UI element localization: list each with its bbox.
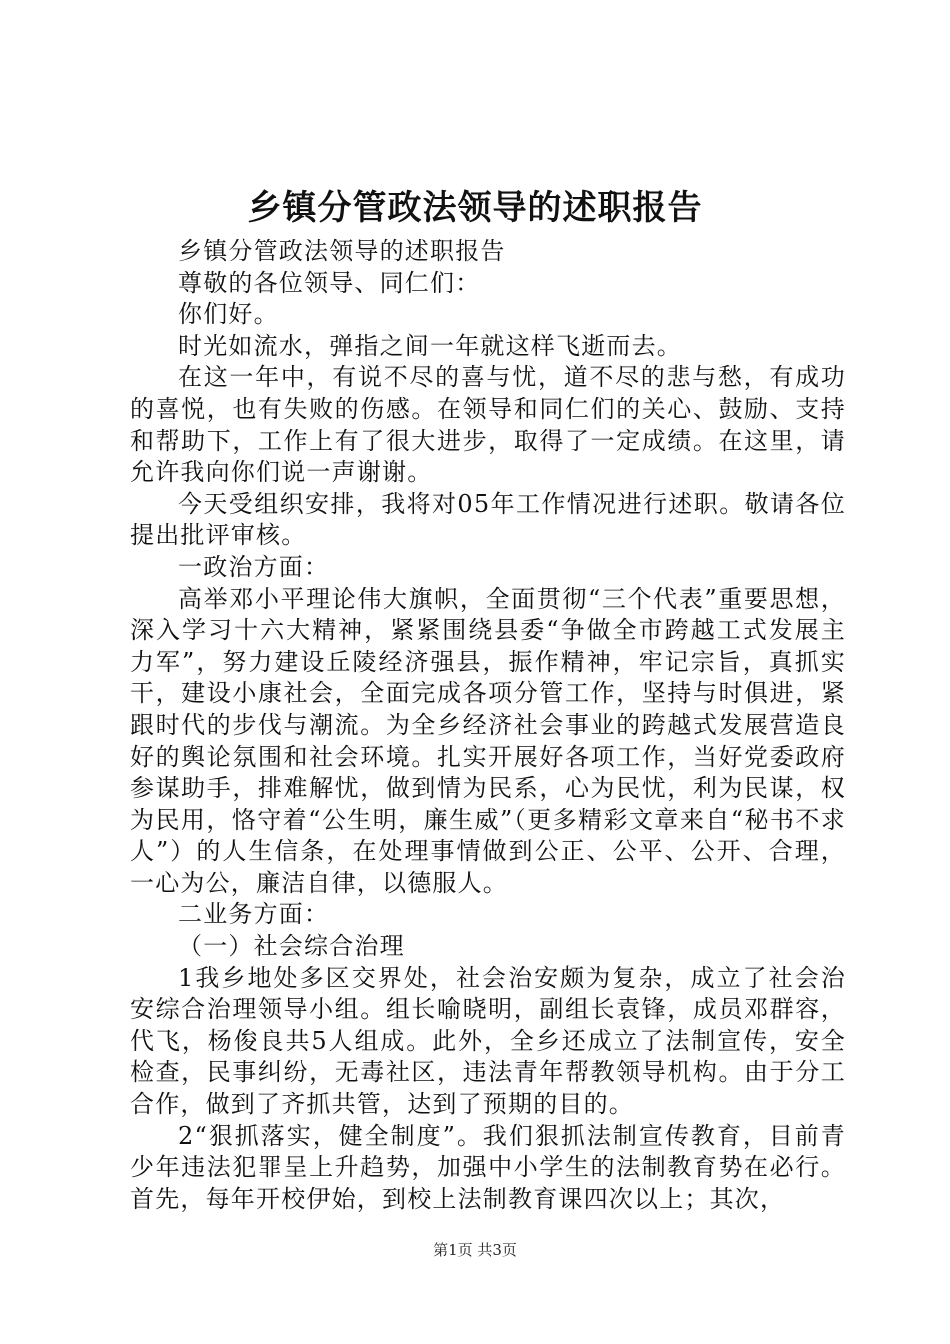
- paragraph-report-purpose: 今天受组织安排，我将对05年工作情况进行述职。敬请各位提出批评审核。: [130, 489, 846, 550]
- subsection-heading-governance: （一）社会综合治理: [178, 932, 405, 961]
- paragraph-year-review: 在这一年中，有说不尽的喜与忧，道不尽的悲与愁，有成功的喜悦，也有失败的伤感。在领导和同仁们的关心、鼓励、支持和帮助下，工作上有了很大进步，取得了一定成绩。在这里，请允许我向你们说一声谢谢。: [130, 363, 846, 487]
- paragraph-salutation: 尊敬的各位领导、同仁们：: [178, 268, 481, 297]
- section-heading-politics: 一政治方面：: [178, 552, 330, 581]
- document-body: [130, 236, 846, 1215]
- document-title: 乡镇分管政法领导的述职报告: [247, 188, 703, 228]
- paragraph-intro: 时光如流水，弹指之间一年就这样飞逝而去。: [178, 331, 682, 360]
- paragraph-governance-2: 2“狠抓落实，健全制度”。我们狠抓法制宣传教育，目前青少年违法犯罪呈上升趋势，加强中小学生的法制教育势在必行。首先，每年开校伊始，到校上法制教育课四次以上；其次，: [130, 1121, 846, 1213]
- page-number-footer: 第1页 共3页: [433, 1241, 517, 1259]
- paragraph-heading-repeat: 乡镇分管政法领导的述职报告: [178, 237, 506, 265]
- section-heading-business: 二业务方面：: [178, 900, 330, 929]
- paragraph-governance-1: 1我乡地处多区交界处，社会治安颇为复杂，成立了社会治安综合治理领导小组。组长喻晓明，副组长袁锋，成员邓群容，代飞，杨俊良共5人组成。此外，全乡还成立了法制宣传，安全检查，民事纠纷，无毒社区，违法青年帮教领导机构。由于分工合作，做到了齐抓共管，达到了预期的目的。: [130, 963, 846, 1119]
- paragraph-politics: 高举邓小平理论伟大旗帜，全面贯彻“三个代表”重要思想，深入学习十六大精神，紧紧围绕县委“争做全市跨越工式发展主力军”，努力建设丘陵经济强县，振作精神，牢记宗旨，真抓实干，建设小康社会，全面完成各项分管工作，坚持与时俱进，紧跟时代的步伐与潮流。为全乡经济社会事业的跨越式发展营造良好的舆论氛围和社会环境。扎实开展好各项工作，当好党委政府参谋助手，排难解忧，做到情为民系，心为民忧，利为民谋，权为民用，恪守着“公生明，廉生威”（更多精彩文章来自“秘书不求人”）的人生信条，在处理事情做到公正、公平、公开、合理，一心为公，廉洁自律，以德服人。: [130, 584, 846, 897]
- paragraph-greeting: 你们好。: [178, 300, 279, 329]
